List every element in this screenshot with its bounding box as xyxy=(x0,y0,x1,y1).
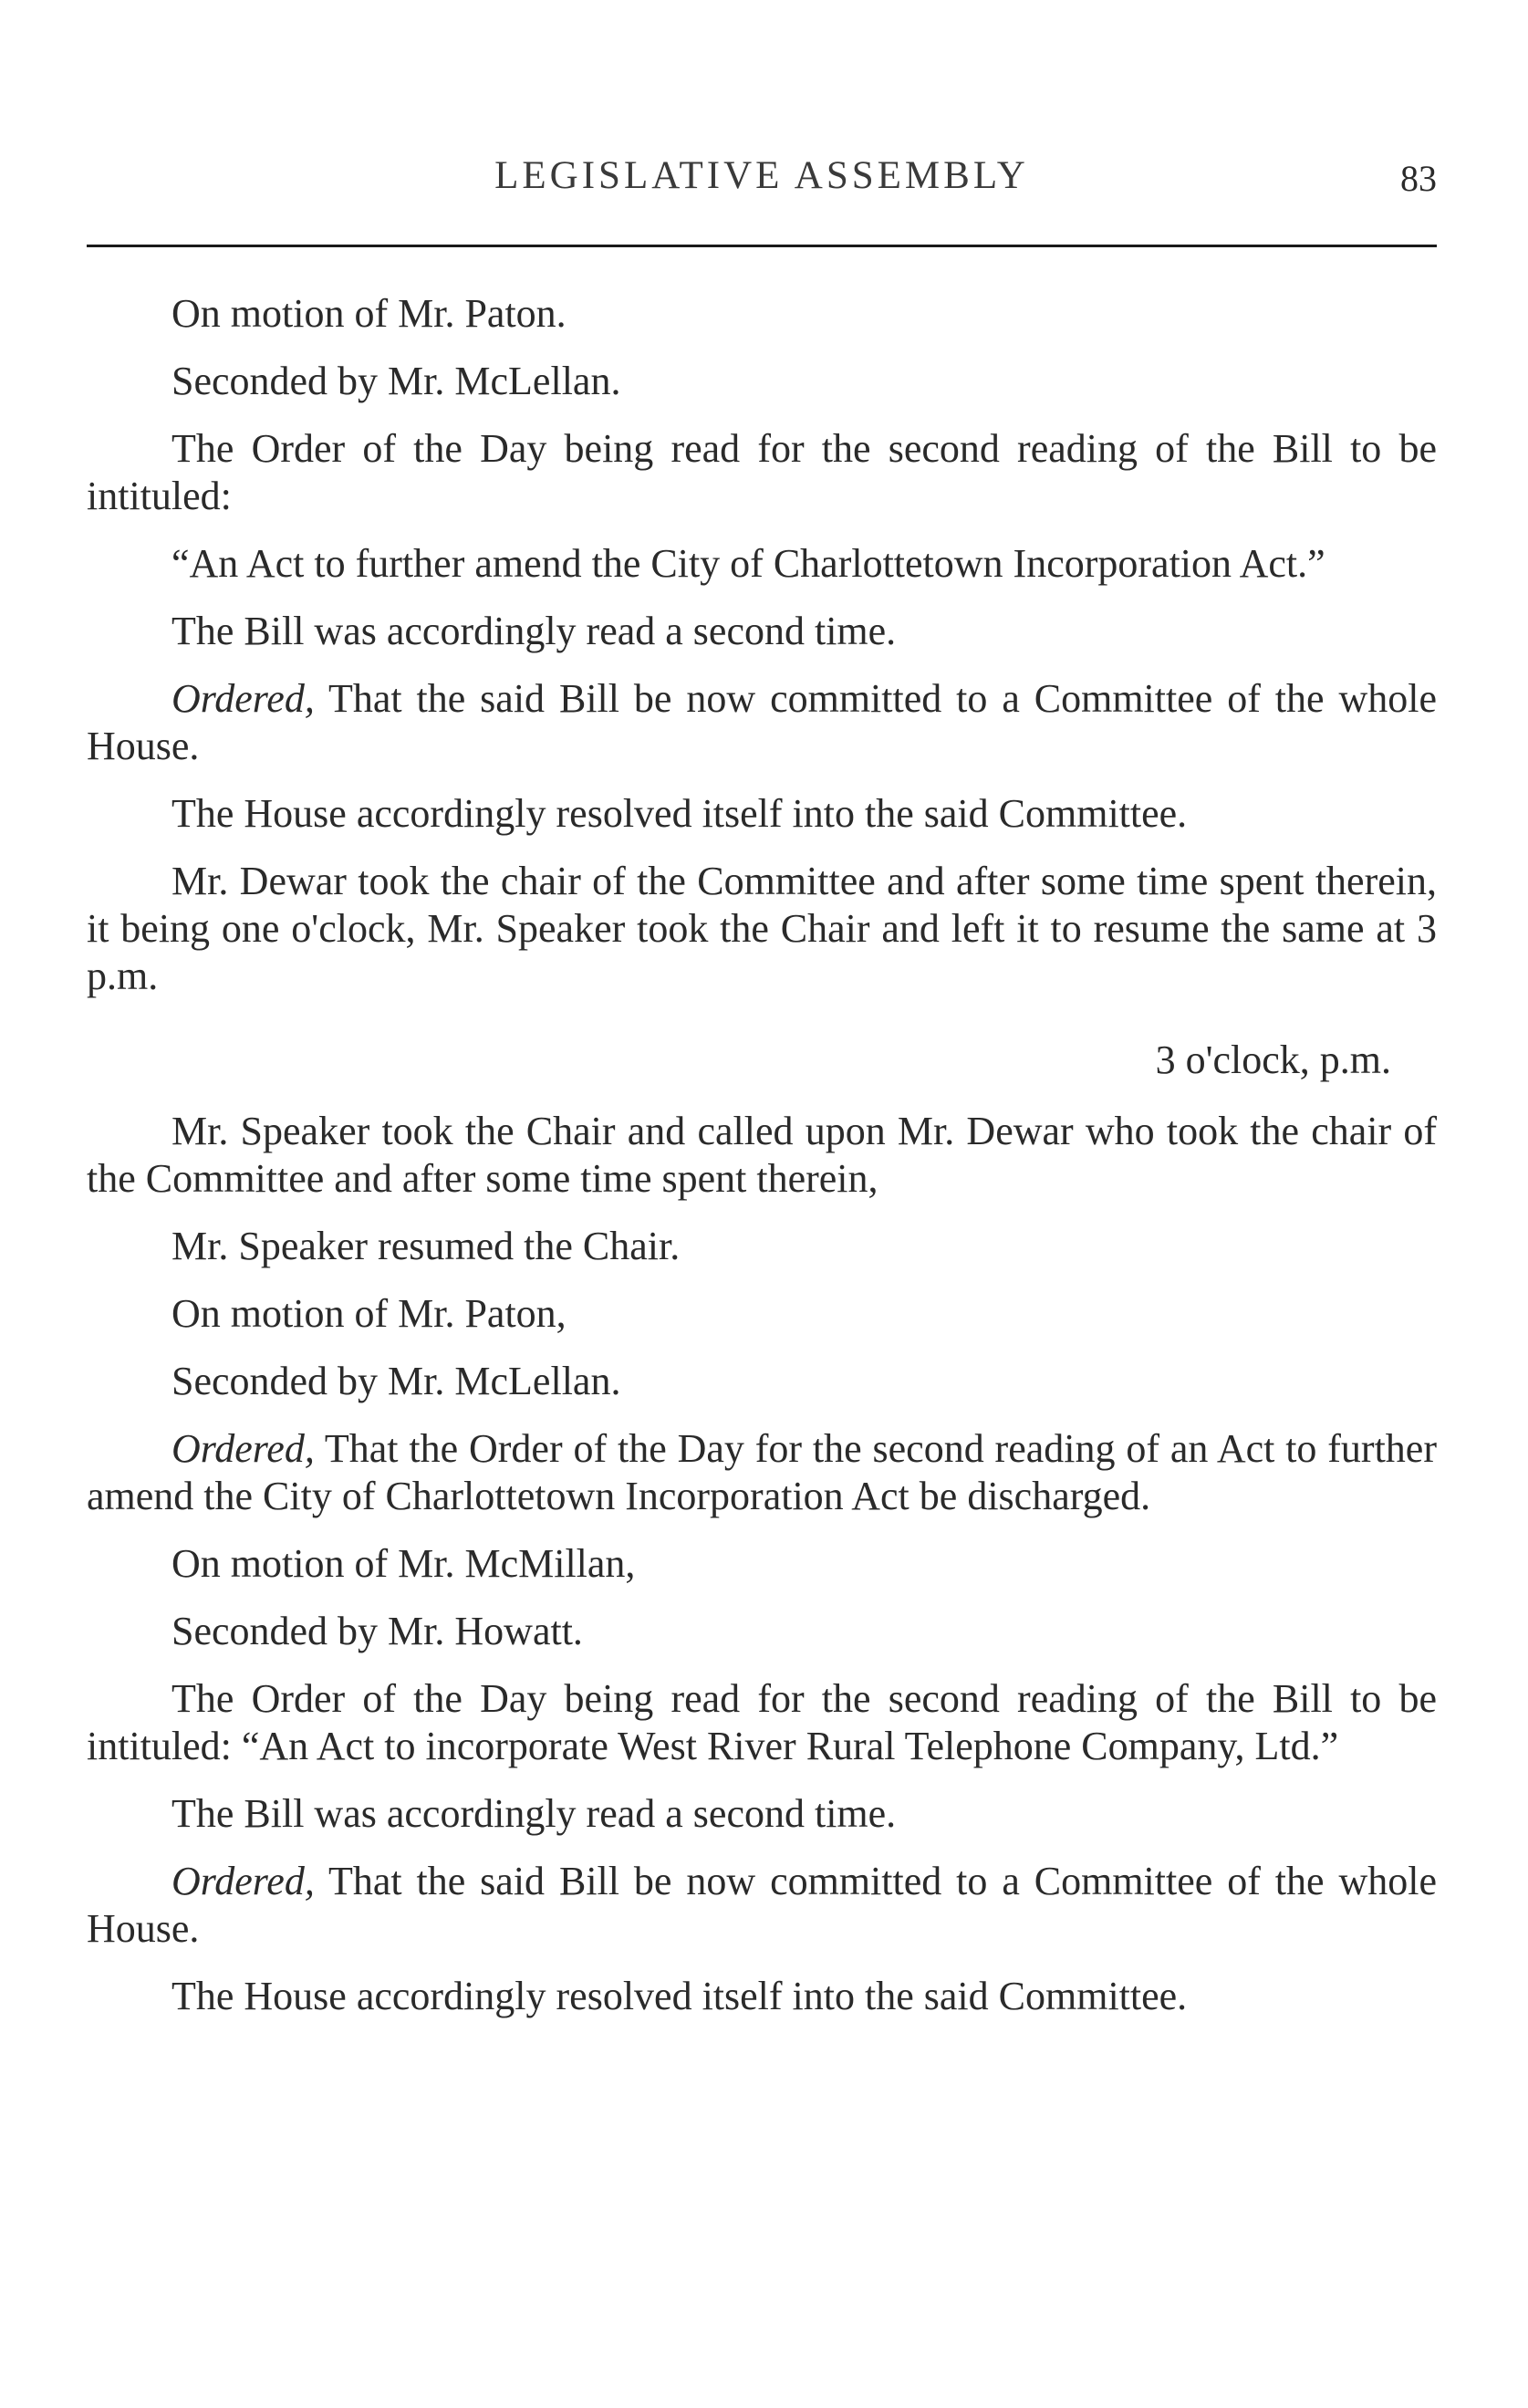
paragraph-bill-title: “An Act to further amend the City of Charlottetown Incorporation Act.” xyxy=(172,541,1325,586)
paragraph-seconded: Seconded by Mr. McLellan. xyxy=(172,359,621,403)
time-marker: 3 o'clock, p.m. xyxy=(1155,1037,1391,1082)
header-rule xyxy=(87,245,1437,247)
paragraph-ordered xyxy=(87,1858,1437,1953)
paragraph-motion: On motion of Mr. Paton, xyxy=(172,1291,567,1336)
ordered-text: That the said Bill be now committed to a Committee of the whole House. xyxy=(87,1859,1437,1951)
paragraph-ordered xyxy=(87,1425,1437,1520)
paragraph-house-resolved: The House accordingly resolved itself into the said Committee. xyxy=(172,791,1188,836)
paragraph-ordered xyxy=(87,675,1437,770)
paragraph-house-resolved: The House accordingly resolved itself into the said Committee. xyxy=(172,1974,1188,2018)
running-head: LEGISLATIVE ASSEMBLY xyxy=(494,154,1029,197)
paragraph-committee-chair: Mr. Dewar took the chair of the Committee and after some time spent therein, it being one o'clock, Mr. Speaker took the Chair and left it to resume the same at 3 p.m. xyxy=(87,859,1437,998)
ordered-text: That the Order of the Day for the second reading of an Act to further amend the City of Charlottetown Incorporation Act be discharged. xyxy=(87,1426,1437,1518)
ordered-label: Ordered, xyxy=(172,1859,315,1903)
ordered-text: That the said Bill be now committed to a Committee of the whole House. xyxy=(87,676,1437,768)
ordered-label: Ordered, xyxy=(172,1426,315,1471)
paragraph-order-of-day: The Order of the Day being read for the second reading of the Bill to be intituled: xyxy=(87,426,1437,518)
ordered-label: Ordered, xyxy=(172,676,315,721)
paragraph-motion: On motion of Mr. Paton. xyxy=(172,291,567,336)
paragraph-order-of-day: The Order of the Day being read for the second reading of the Bill to be intituled: “An Act to incorporate West River Rural Telephone Company, Ltd.” xyxy=(87,1676,1437,1768)
paragraph-second-reading: The Bill was accordingly read a second time. xyxy=(172,609,897,653)
paragraph-motion: On motion of Mr. McMillan, xyxy=(172,1541,636,1586)
page-number: 83 xyxy=(1400,158,1437,199)
paragraph-second-reading: The Bill was accordingly read a second time. xyxy=(172,1791,897,1836)
paragraph-speaker-resumed: Mr. Speaker resumed the Chair. xyxy=(172,1224,681,1268)
body-text xyxy=(87,290,1437,2040)
paragraph-speaker-took-chair: Mr. Speaker took the Chair and called upon Mr. Dewar who took the chair of the Committee and after some time spent therein, xyxy=(87,1109,1437,1201)
paragraph-seconded: Seconded by Mr. McLellan. xyxy=(172,1359,621,1403)
page-header xyxy=(87,153,1437,208)
paragraph-seconded: Seconded by Mr. Howatt. xyxy=(172,1609,583,1653)
